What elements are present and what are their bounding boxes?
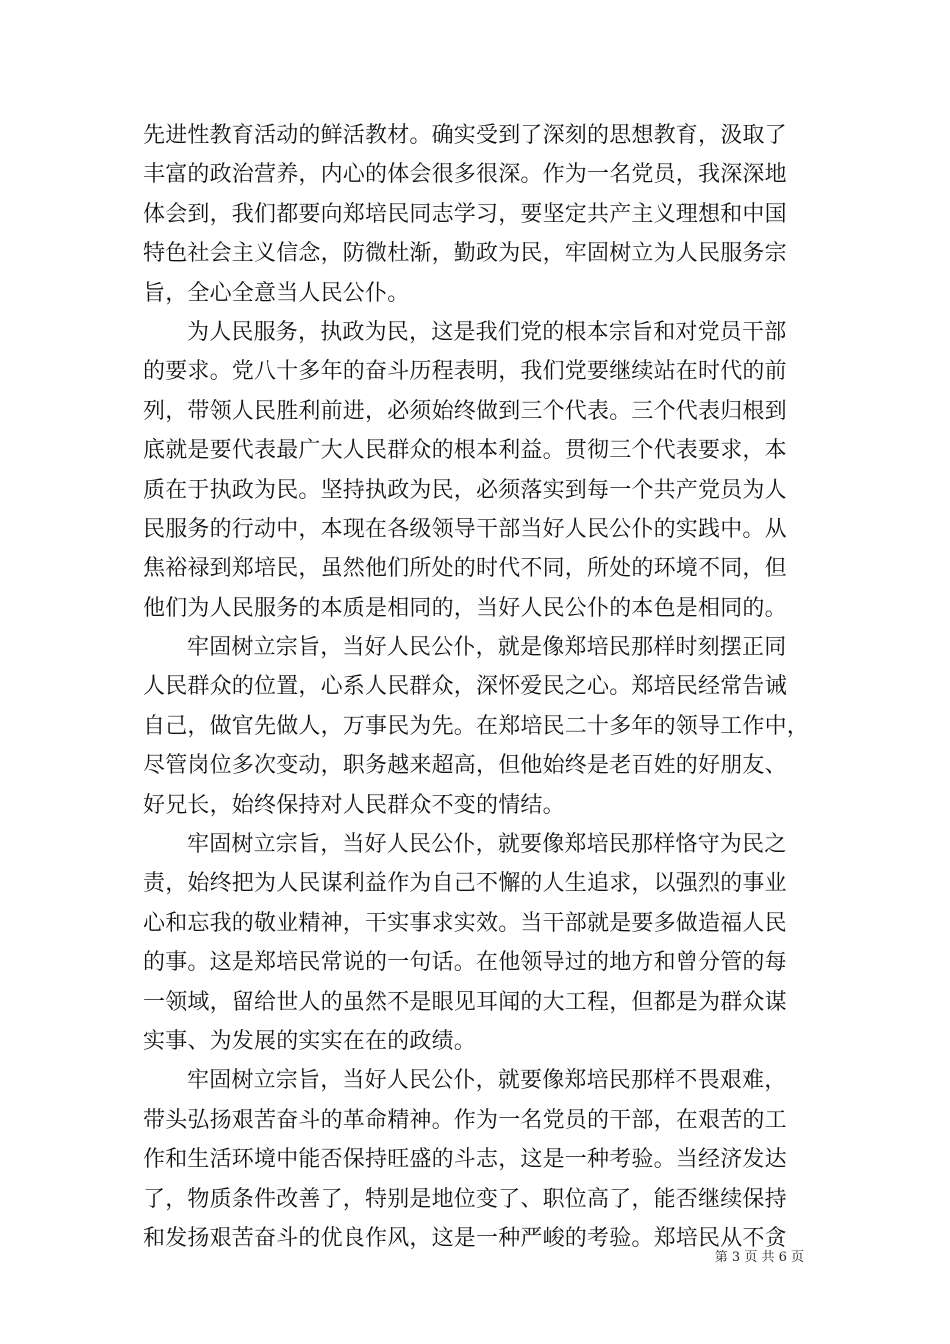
paragraph-first-line: 牢固树立宗旨，当好人民公仆，就要像郑培民那样不畏艰难， bbox=[187, 1068, 787, 1094]
document-body bbox=[143, 116, 823, 1258]
text-line: 列，带领人民胜利前进，必须始终做到三个代表。三个代表归根到 bbox=[143, 398, 787, 424]
text-line: 丰富的政治营养，内心的体会很多很深。作为一名党员，我深深地 bbox=[143, 162, 787, 188]
text-line: 底就是要代表最广大人民群众的根本利益。贯彻三个代表要求，本 bbox=[143, 438, 787, 464]
paragraph-first-line: 牢固树立宗旨，当好人民公仆，就是像郑培民那样时刻摆正同 bbox=[187, 635, 787, 661]
text-line: 特色社会主义信念，防微杜渐，勤政为民，牢固树立为人民服务宗 bbox=[143, 241, 787, 267]
paragraph-first-line: 为人民服务，执政为民，这是我们党的根本宗旨和对党员干部 bbox=[187, 319, 787, 345]
text-line: 作和生活环境中能否保持旺盛的斗志，这是一种考验。当经济发达 bbox=[143, 1147, 787, 1173]
page-number: 第 3 页 共 6 页 bbox=[714, 1250, 804, 1265]
paragraph-first-line: 牢固树立宗旨，当好人民公仆，就要像郑培民那样恪守为民之 bbox=[187, 832, 787, 858]
text-line: 心和忘我的敬业精神，干实事求实效。当干部就是要多做造福人民 bbox=[143, 910, 787, 936]
text-line: 的要求。党八十多年的奋斗历程表明，我们党要继续站在时代的前 bbox=[143, 359, 787, 385]
text-line: 了，物质条件改善了，特别是地位变了、职位高了，能否继续保持 bbox=[143, 1186, 787, 1212]
text-line: 旨，全心全意当人民公仆。 bbox=[143, 280, 410, 306]
text-line: 实事、为发展的实实在在的政绩。 bbox=[143, 1028, 477, 1054]
text-line: 先进性教育活动的鲜活教材。确实受到了深刻的思想教育，汲取了 bbox=[143, 123, 787, 148]
text-line: 质在于执政为民。坚持执政为民，必须落实到每一个共产党员为人 bbox=[143, 477, 787, 503]
text-line: 自己，做官先做人，万事民为先。在郑培民二十多年的领导工作中， bbox=[143, 713, 810, 739]
text-line: 焦裕禄到郑培民，虽然他们所处的时代不同，所处的环境不同，但 bbox=[143, 556, 787, 582]
text-line: 的事。这是郑培民常说的一句话。在他领导过的地方和曾分管的每 bbox=[143, 950, 787, 976]
text-line: 人民群众的位置，心系人民群众，深怀爱民之心。郑培民经常告诫 bbox=[143, 674, 787, 700]
text-line: 和发扬艰苦奋斗的优良作风，这是一种严峻的考验。郑培民从不贪 bbox=[143, 1225, 787, 1251]
text-line: 体会到，我们都要向郑培民同志学习，要坚定共产主义理想和中国 bbox=[143, 201, 787, 227]
text-line: 他们为人民服务的本质是相同的，当好人民公仆的本色是相同的。 bbox=[143, 595, 787, 621]
text-line: 好兄长，始终保持对人民群众不变的情结。 bbox=[143, 792, 565, 818]
text-line: 一领域，留给世人的虽然不是眼见耳闻的大工程，但都是为群众谋 bbox=[143, 989, 787, 1015]
text-line: 尽管岗位多次变动，职务越来超高，但他始终是老百姓的好朋友、 bbox=[143, 753, 787, 779]
text-line: 带头弘扬艰苦奋斗的革命精神。作为一名党员的干部，在艰苦的工 bbox=[143, 1107, 787, 1133]
text-line: 民服务的行动中，本现在各级领导干部当好人民公仆的实践中。从 bbox=[143, 516, 787, 542]
text-line: 责，始终把为人民谋利益作为自己不懈的人生追求，以强烈的事业 bbox=[143, 871, 787, 897]
